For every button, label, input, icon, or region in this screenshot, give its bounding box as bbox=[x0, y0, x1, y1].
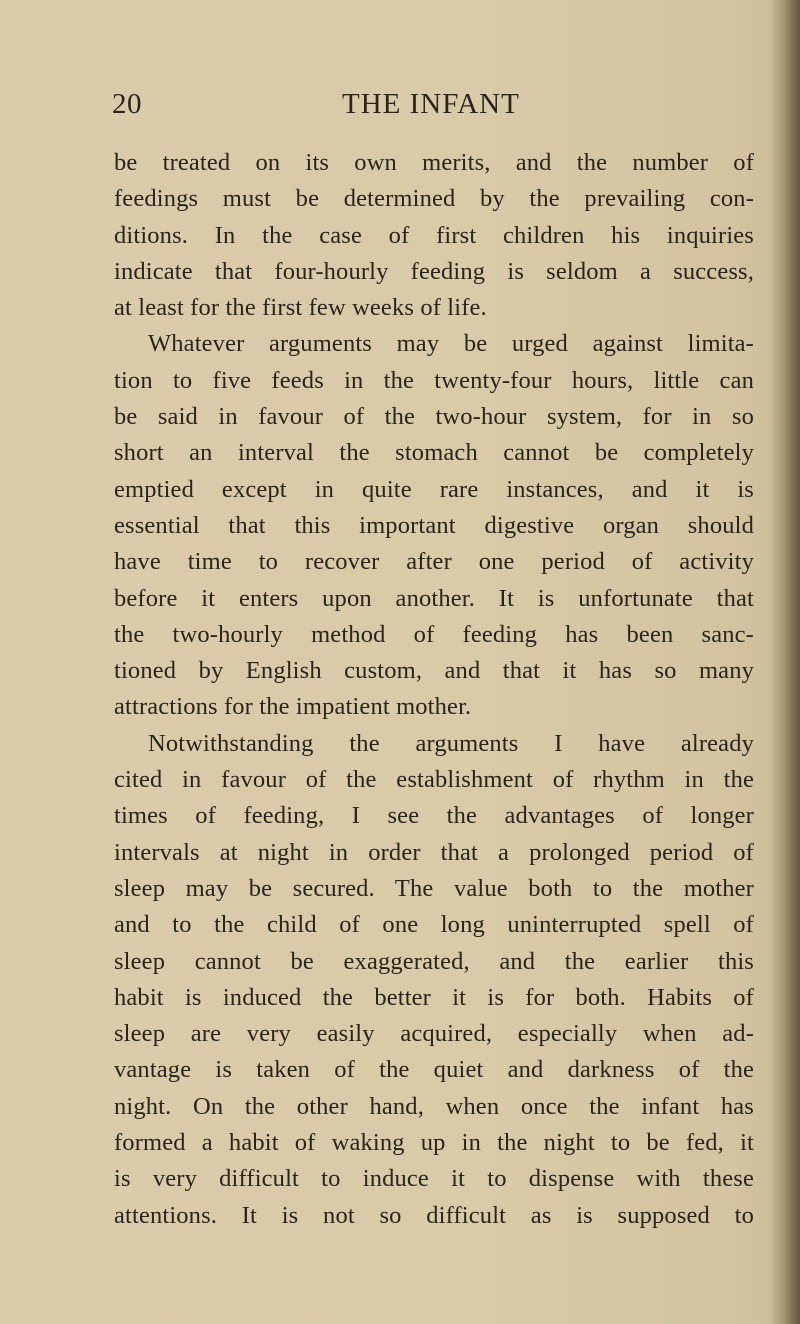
text-line: sleep cannot be exaggerated, and the earlier this bbox=[114, 947, 754, 975]
text-line: formed a habit of waking up in the night to be fed, it bbox=[114, 1129, 754, 1157]
text-line: essential that this important digestive organ should bbox=[114, 511, 754, 539]
text-line: vantage is taken of the quiet and darkness of the bbox=[114, 1056, 754, 1084]
text-line: and to the child of one long uninterrupted spell of bbox=[114, 911, 754, 939]
text-line: attentions. It is not so difficult as is supposed to bbox=[114, 1201, 754, 1229]
paragraph-end-line: attractions for the impatient mother. bbox=[114, 693, 472, 721]
text-line: short an interval the stomach cannot be completely bbox=[114, 439, 754, 467]
paragraph-end-line: at least for the first few weeks of life. bbox=[114, 294, 487, 322]
text-line: sleep are very easily acquired, especially when ad- bbox=[114, 1020, 754, 1048]
text-line: be said in favour of the two-hour system, for in so bbox=[114, 403, 754, 431]
text-line: be treated on its own merits, and the number of bbox=[114, 149, 754, 176]
text-line: feedings must be determined by the prevailing con- bbox=[114, 185, 754, 213]
text-line: have time to recover after one period of activity bbox=[114, 548, 754, 576]
page-number: 20 bbox=[112, 88, 142, 120]
text-line: is very difficult to induce it to dispense with these bbox=[114, 1165, 754, 1193]
page-header bbox=[112, 88, 752, 128]
paragraph-start-line: Whatever arguments may be urged against limita- bbox=[148, 330, 754, 358]
text-line: cited in favour of the establishment of rhythm in the bbox=[114, 766, 754, 794]
text-line: sleep may be secured. The value both to the mother bbox=[114, 874, 754, 902]
text-line: times of feeding, I see the advantages of longer bbox=[114, 802, 754, 830]
text-line: habit is induced the better it is for both. Habits of bbox=[114, 983, 754, 1011]
text-line: tion to five feeds in the twenty-four hours, little can bbox=[114, 366, 754, 394]
text-line: intervals at night in order that a prolonged period of bbox=[114, 838, 754, 866]
text-line: indicate that four-hourly feeding is seldom a success, bbox=[114, 257, 754, 285]
text-line: emptied except in quite rare instances, and it is bbox=[114, 475, 754, 503]
text-line: ditions. In the case of first children his inquiries bbox=[114, 221, 754, 249]
body-text bbox=[114, 145, 754, 1234]
text-line: tioned by English custom, and that it has so many bbox=[114, 657, 754, 685]
text-line: night. On the other hand, when once the infant has bbox=[114, 1092, 754, 1120]
text-line: the two-hourly method of feeding has been sanc- bbox=[114, 620, 754, 648]
page-edge-shadow bbox=[770, 0, 800, 1324]
text-line: before it enters upon another. It is unfortunate that bbox=[114, 584, 754, 612]
paragraph-start-line: Notwithstanding the arguments I have already bbox=[148, 729, 754, 757]
running-title: THE INFANT bbox=[342, 88, 520, 120]
